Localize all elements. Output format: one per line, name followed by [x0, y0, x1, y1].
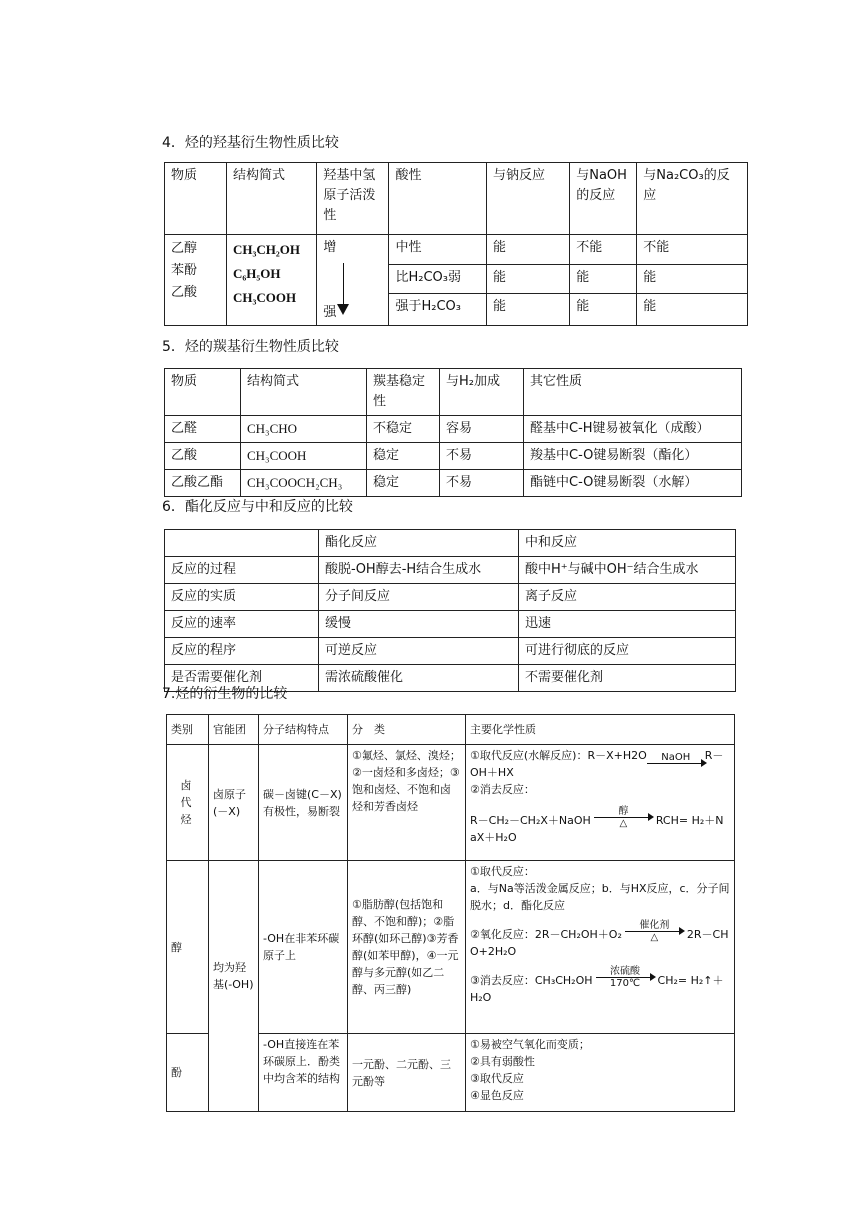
header-functional-group: 官能团: [209, 715, 259, 745]
esterification-cell: 需浓硫酸催化: [319, 665, 519, 692]
acidity-cell: 中性: [389, 235, 487, 265]
acidity-cell: 强于H₂CO₃: [389, 294, 487, 326]
category-alcohol: 醇: [167, 861, 209, 1034]
oxidation-reactants: ②氧化反应：2R－CH₂OH＋O₂: [470, 928, 622, 941]
header-structure: 结构简式: [241, 369, 367, 416]
substitution-label: ①取代反应：: [470, 865, 535, 878]
hydroxyl-derivatives-table: [164, 162, 748, 326]
row-label: 反应的速率: [165, 611, 319, 638]
structure-formula: CH₃CHO: [241, 416, 367, 443]
condition-temperature: 170℃: [609, 978, 641, 989]
na2co3-cell: 能: [637, 294, 748, 326]
phenol-property: ②具有弱酸性: [470, 1055, 535, 1068]
structure-haloalkane: 碳－卤键(C－X)有极性，易断裂: [259, 745, 348, 861]
header-sodium: 与钠反应: [486, 163, 569, 235]
substitution-details: a．与Na等活泼金属反应；b．与HX反应，c．分子间脱水；d．酯化反应: [470, 882, 730, 912]
na2co3-cell: 不能: [637, 235, 748, 265]
esterification-cell: 分子间反应: [319, 584, 519, 611]
header-carbonyl-stability: 羰基稳定性: [367, 369, 440, 416]
structure-phenol: -OH直接连在苯环碳原上．酚类中均含苯的结构: [259, 1034, 348, 1112]
trend-bottom-label: 强: [323, 305, 337, 320]
naoh-cell: 能: [570, 294, 637, 326]
reaction-condition-arrow: [647, 752, 705, 764]
condition-catalyst: 催化剂: [639, 920, 670, 931]
properties-haloalkane: [466, 745, 735, 861]
classes-alcohol: ①脂肪醇(包括饱和醇、不饱和醇)；②脂环醇(如环己醇)③芳香醇(如苯甲醇)，④一元醇与多元醇(如乙二醇、丙三醇): [348, 861, 466, 1034]
carbonyl-stability: 稳定: [367, 443, 440, 470]
section-4-heading: 4．烃的羟基衍生物性质比较: [162, 135, 339, 151]
carbonyl-stability: 不稳定: [367, 416, 440, 443]
down-arrow-icon: [343, 263, 344, 307]
arrow-icon: [647, 763, 705, 764]
neutralization-cell: 可进行彻底的反应: [519, 638, 736, 665]
category-phenol: 酚: [167, 1034, 209, 1112]
section-5-heading: 5．烃的羰基衍生物性质比较: [162, 339, 339, 355]
header-acidity: 酸性: [389, 163, 487, 235]
arrow-icon: [594, 817, 652, 818]
elimination-reactants: ③消去反应：CH₃CH₂OH: [470, 974, 593, 987]
properties-alcohol: [466, 861, 735, 1034]
reaction-condition-arrow: [625, 920, 683, 943]
header-h2-addition: 与H₂加成: [440, 369, 524, 416]
trend-top-label: 增: [323, 240, 337, 255]
header-neutralization: 中和反应: [519, 530, 736, 557]
oxidation-products: 2R－CHO+2H₂O: [470, 928, 729, 958]
neutralization-cell: 酸中H⁺与碱中OH⁻结合生成水: [519, 557, 736, 584]
neutralization-cell: 迅速: [519, 611, 736, 638]
phenol-property: ④显色反应: [470, 1089, 524, 1102]
row-label: 是否需要催化剂: [165, 665, 319, 692]
elimination-products: RCH= H₂＋NaX＋H₂O: [470, 814, 724, 844]
header-na2co3: 与Na₂CO₃的反应: [637, 163, 748, 235]
esterification-neutralization-table: [164, 529, 736, 692]
group-hydroxyl: 均为羟基(-OH): [209, 861, 259, 1112]
header-structure: 结构简式: [226, 163, 316, 235]
elimination-products: CH₂= H₂↑＋H₂O: [470, 974, 724, 1004]
structure-formula: CH₃COOH: [241, 443, 367, 470]
h2-addition: 不易: [440, 443, 524, 470]
reaction-condition-arrow: [596, 966, 654, 989]
elimination-label: ②消去反应：: [470, 783, 535, 796]
phenol-property: ①易被空气氧化而变质；: [470, 1038, 590, 1051]
row-label: 反应的过程: [165, 557, 319, 584]
formula-phenol: C₆H₅OH: [232, 266, 281, 281]
naoh-cell: 能: [570, 265, 637, 294]
h2-addition: 不易: [440, 470, 524, 497]
formula-ethanol: CH₃CH₂OH: [232, 242, 300, 257]
sodium-cell: 能: [486, 235, 569, 265]
other-property: 醛基中C-H键易被氧化（成酸）: [524, 416, 742, 443]
row-label: 反应的程序: [165, 638, 319, 665]
header-classification: 分 类: [348, 715, 466, 745]
neutralization-cell: 不需要催化剂: [519, 665, 736, 692]
condition-heat: △: [650, 932, 659, 943]
na2co3-cell: 能: [637, 265, 748, 294]
header-category: 类别: [167, 715, 209, 745]
acidity-cell: 比H₂CO₃弱: [389, 265, 487, 294]
category-haloalkane: [167, 745, 209, 861]
condition-alcohol: 醇: [618, 806, 629, 817]
hydrolysis-equation: ①取代反应(水解反应)：R－X+H2O: [470, 749, 647, 762]
elimination-reactants: R－CH₂－CH₂X＋NaOH: [470, 814, 591, 827]
header-chemical-properties: 主要化学性质: [466, 715, 735, 745]
header-esterification: 酯化反应: [319, 530, 519, 557]
hydrolysis-products: R－OH＋HX: [470, 749, 724, 779]
category-label: 卤代烃: [180, 779, 192, 826]
properties-phenol: [466, 1034, 735, 1112]
esterification-cell: 缓慢: [319, 611, 519, 638]
formula-list: [226, 235, 316, 326]
classes-phenol: 一元酚、二元酚、三元酚等: [348, 1034, 466, 1112]
formula-acetic-acid: CH₃COOH: [232, 290, 297, 305]
section-6-heading: 6．酯化反应与中和反应的比较: [162, 499, 353, 515]
group-halogen: 卤原子(－X): [209, 745, 259, 861]
header-substance: 物质: [165, 369, 241, 416]
esterification-cell: 酸脱-OH醇去-H结合生成水: [319, 557, 519, 584]
row-label: 反应的实质: [165, 584, 319, 611]
substance-name: 乙酸: [165, 443, 241, 470]
carbonyl-derivatives-table: [164, 368, 742, 497]
sodium-cell: 能: [486, 294, 569, 326]
classes-haloalkane: ①氟烃、氯烃、溴烃；②一卤烃和多卤烃；③饱和卤烃、不饱和卤烃和芳香卤烃: [348, 745, 466, 861]
condition-sulfuric-acid: 浓硫酸: [610, 966, 641, 977]
naoh-cell: 不能: [570, 235, 637, 265]
reaction-condition-arrow: [594, 806, 652, 829]
arrow-icon: [625, 931, 683, 932]
header-hydroxyl-activity: 羟基中氢原子活泼性: [317, 163, 389, 235]
condition-naoh: NaOH: [661, 752, 691, 763]
header-naoh: 与NaOH的反应: [570, 163, 637, 235]
other-property: 羧基中C-O键易断裂（酯化）: [524, 443, 742, 470]
structure-alcohol: -OH在非苯环碳原子上: [259, 861, 348, 1034]
header-other-properties: 其它性质: [524, 369, 742, 416]
condition-heat: △: [619, 818, 628, 829]
substance-name: 乙醛: [165, 416, 241, 443]
hydrocarbon-derivatives-table: [166, 714, 735, 1112]
substance-names: [165, 235, 227, 326]
header-substance: 物质: [165, 163, 227, 235]
activity-trend: [317, 235, 389, 326]
neutralization-cell: 离子反应: [519, 584, 736, 611]
arrow-icon: [596, 977, 654, 978]
other-property: 酯链中C-O键易断裂（水解）: [524, 470, 742, 497]
phenol-property: ③取代反应: [470, 1072, 524, 1085]
sodium-cell: 能: [486, 265, 569, 294]
substance-name: 乙酸乙酯: [165, 470, 241, 497]
header-structure-features: 分子结构特点: [259, 715, 348, 745]
h2-addition: 容易: [440, 416, 524, 443]
header-blank: [165, 530, 319, 557]
carbonyl-stability: 稳定: [367, 470, 440, 497]
esterification-cell: 可逆反应: [319, 638, 519, 665]
structure-formula: CH₃COOCH₂CH₃: [241, 470, 367, 497]
section-7-heading: 7.烃的衍生物的比较: [162, 686, 288, 702]
substance-list: 乙醇苯酚乙酸: [171, 241, 198, 300]
